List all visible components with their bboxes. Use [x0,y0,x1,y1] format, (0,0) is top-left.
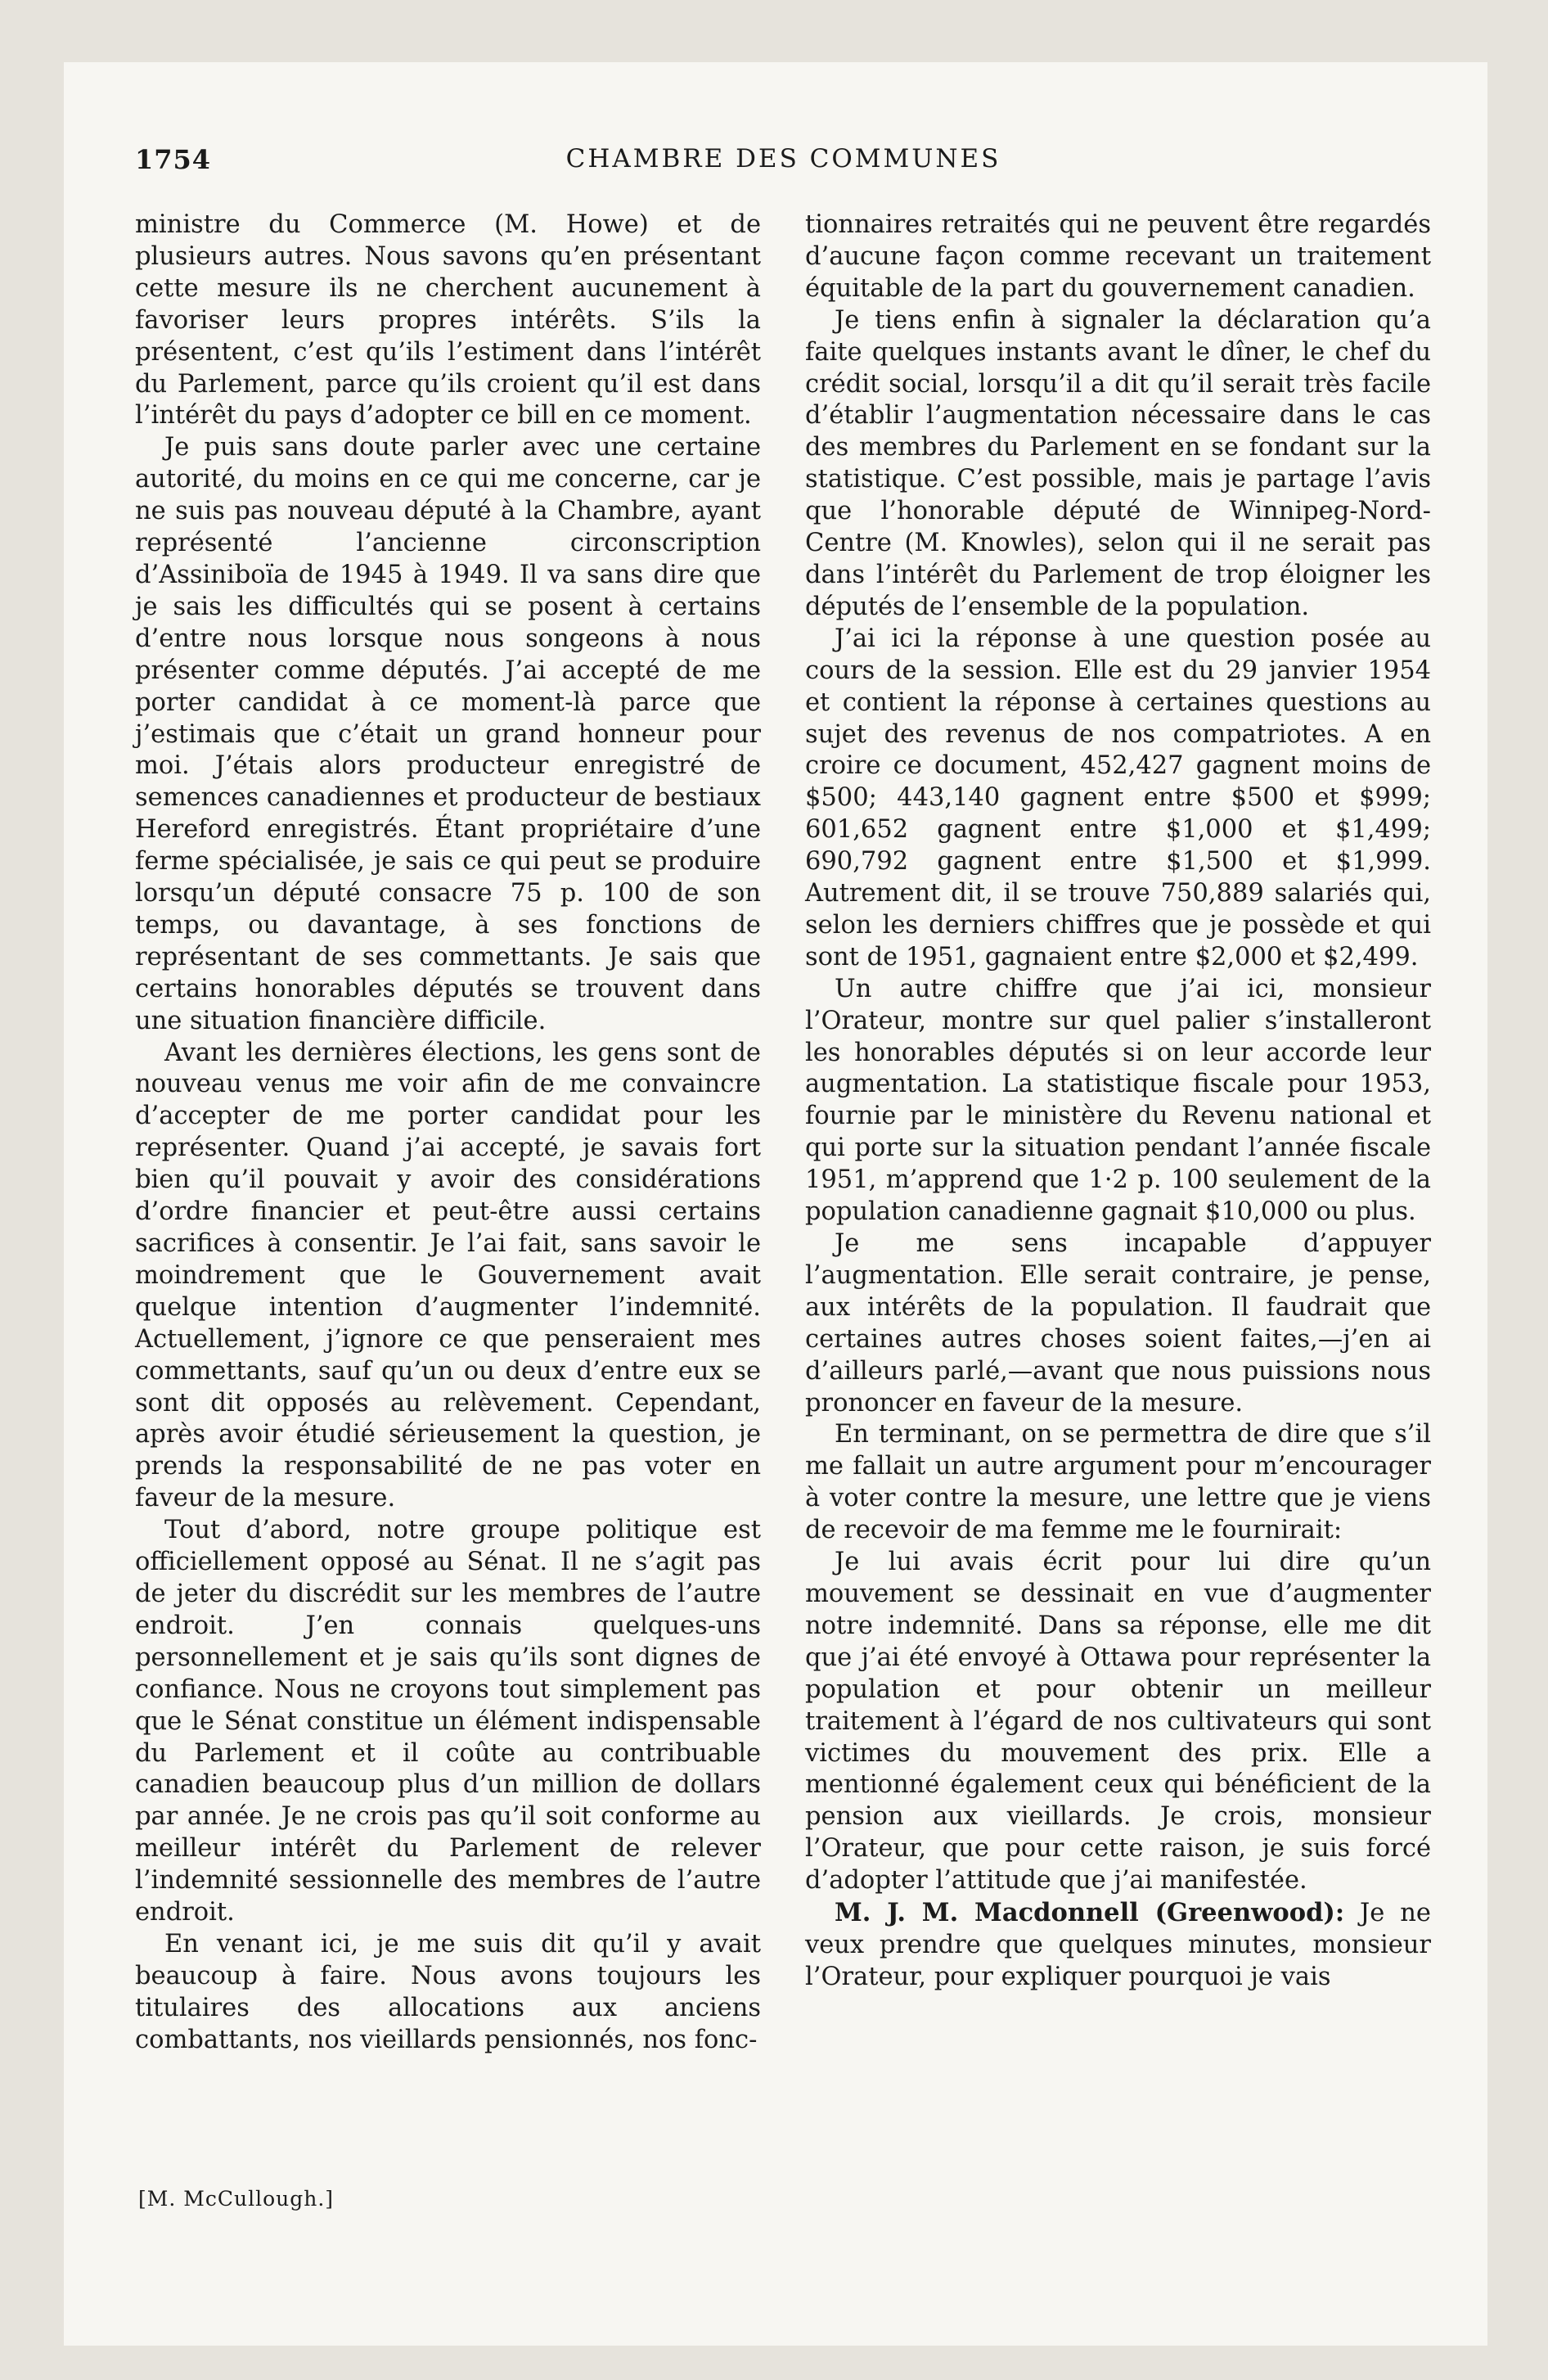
paragraph: J’ai ici la réponse à une question posée au cours de la session. Elle est du 29 janvier 1954 et contient la réponse à certaines questions au sujet des revenus de nos compatriotes. A en croire ce document, 452,427 gagnent moins de $500; 443,140 gagnent entre $500 et $999; 601,652 gagnent entre $1,000 et $1,499; 690,792 gagnent entre $1,500 et $1,999. Autrement dit, il se trouve 750,889 salariés qui, selon les derniers chiffres que je possède et qui sont de 1951, gagnaient entre $2,000 et $2,499. [805,624,1431,971]
paragraph: En terminant, on se permettra de dire que s’il me fallait un autre argument pour m’encourager à voter contre la mesure, une lettre que je viens de recevoir de ma femme me le fournirait: [805,1420,1431,1545]
quoted-paragraph: Je lui avais écrit pour lui dire qu’un mouvement se dessinait en vue d’augmenter notre indemnité. Dans sa réponse, elle me dit que j’ai été envoyé à Ottawa pour représenter la population et pour obtenir un meilleur traitement à l’égard de nos cultivateurs qui sont victimes du mouvement des prix. Elle a mentionné également ceux qui bénéficient de la pension aux vieillards. Je crois, monsieur l’Orateur, que pour cette raison, je suis forcé d’adopter l’attitude que j’ai manifestée. [805,1548,1431,1895]
running-title: CHAMBRE DES COMMUNES [565,144,1001,174]
paragraph: Je puis sans doute parler avec une certaine autorité, du moins en ce qui me concerne, car je ne suis pas nouveau député à la Chambre, ayant représenté l’ancienne circonscription d’Assiniboïa de 1945 à 1949. Il va sans dire que je sais les difficultés qui se posent à certains d’entre nous lorsque nous songeons à nous présenter comme députés. J’ai accepté de me porter candidat à ce moment-là parce que j’estimais que c’était un grand honneur pour moi. J’étais alors producteur enregistré de semences canadiennes et producteur de bestiaux Hereford enregistrés. Étant propriétaire d’une ferme spécialisée, je sais ce qui peut se produire lorsqu’un député consacre 75 p. 100 de son temps, ou davantage, à ses fonctions de représentant de ses commettants. Je sais que certains honorables députés se trouvent dans une situation financière difficile. [135,433,761,1035]
footer-attribution: [M. McCullough.] [138,2187,335,2211]
paragraph: Tout d’abord, notre groupe politique est officiellement opposé au Sénat. Il ne s’agit pas de jeter du discrédit sur les membres de l’autre endroit. J’en connais quelques-uns personnellement et je sais qu’ils sont dignes de confiance. Nous ne croyons tout simplement pas que le Sénat constitue un élément indispensable du Parlement et il coûte au contribuable canadien beaucoup plus d’un million de dollars par année. Je ne crois pas qu’il soit conforme au meilleur intérêt du Parlement de relever l’indemnité sessionnelle des membres de l’autre endroit. [135,1516,761,1927]
left-column [135,210,761,2057]
document-page [64,62,1487,2346]
paragraph: Un autre chiffre que j’ai ici, monsieur l’Orateur, montre sur quel palier s’installeront les honorables députés si on leur accorde leur augmentation. La statistique fiscale pour 1953, fournie par le ministère du Revenu national et qui porte sur la situation pendant l’année fiscale 1951, m’apprend que 1·2 p. 100 seulement de la population canadienne gagnait $10,000 ou plus. [805,974,1431,1227]
speaker-text: Je ne veux prendre que quelques minutes, monsieur l’Orateur, pour expliquer pourquoi je vais [805,1899,1431,1991]
right-column [805,210,1431,1994]
speaker-name: M. J. M. Macdonnell (Greenwood): [835,1898,1345,1928]
paragraph: ministre du Commerce (M. Howe) et de plusieurs autres. Nous savons qu’en présentant cette mesure ils ne cherchent aucunement à favoriser leurs propres intérêts. S’ils la présentent, c’est qu’ils l’estiment dans l’intérêt du Parlement, parce qu’ils croient qu’il est dans l’intérêt du pays d’adopter ce bill en ce moment. [135,210,761,430]
paragraph: En venant ici, je me suis dit qu’il y avait beaucoup à faire. Nous avons toujours les titulaires des allocations aux anciens combattants, nos vieillards pensionnés, nos fonc- [135,1929,761,2054]
page-number: 1754 [135,144,212,175]
speaker-paragraph [805,1897,1431,1994]
paragraph: Je me sens incapable d’appuyer l’augmentation. Elle serait contraire, je pense, aux intérêts de la population. Il faudrait que certaines autres choses soient faites,—j’en ai d’ailleurs parlé,—avant que nous puissions nous prononcer en faveur de la mesure. [805,1229,1431,1418]
page-header [135,144,1432,183]
paragraph: Je tiens enfin à signaler la déclaration qu’a faite quelques instants avant le dîner, le chef du crédit social, lorsqu’il a dit qu’il serait très facile d’établir l’augmentation nécessaire dans le cas des membres du Parlement en se fondant sur la statistique. C’est possible, mais je partage l’avis que l’honorable député de Winnipeg-Nord-Centre (M. Knowles), selon qui il ne serait pas dans l’intérêt du Parlement de trop éloigner les députés de l’ensemble de la population. [805,305,1431,621]
paragraph: Avant les dernières élections, les gens sont de nouveau venus me voir afin de me convaincre d’accepter de me porter candidat pour les représenter. Quand j’ai accepté, je savais fort bien qu’il pouvait y avoir des considérations d’ordre financier et peut-être aussi certains sacrifices à consentir. Je l’ai fait, sans savoir le moindrement que le Gouvernement avait quelque intention d’augmenter l’indemnité. Actuellement, j’ignore ce que penseraient mes commettants, sauf qu’un ou deux d’entre eux se sont dit opposés au relèvement. Cependant, après avoir étudié sérieusement la question, je prends la responsabilité de ne pas voter en faveur de la mesure. [135,1038,761,1513]
paragraph: tionnaires retraités qui ne peuvent être regardés d’aucune façon comme recevant un traitement équitable de la part du gouvernement canadien. [805,210,1431,303]
